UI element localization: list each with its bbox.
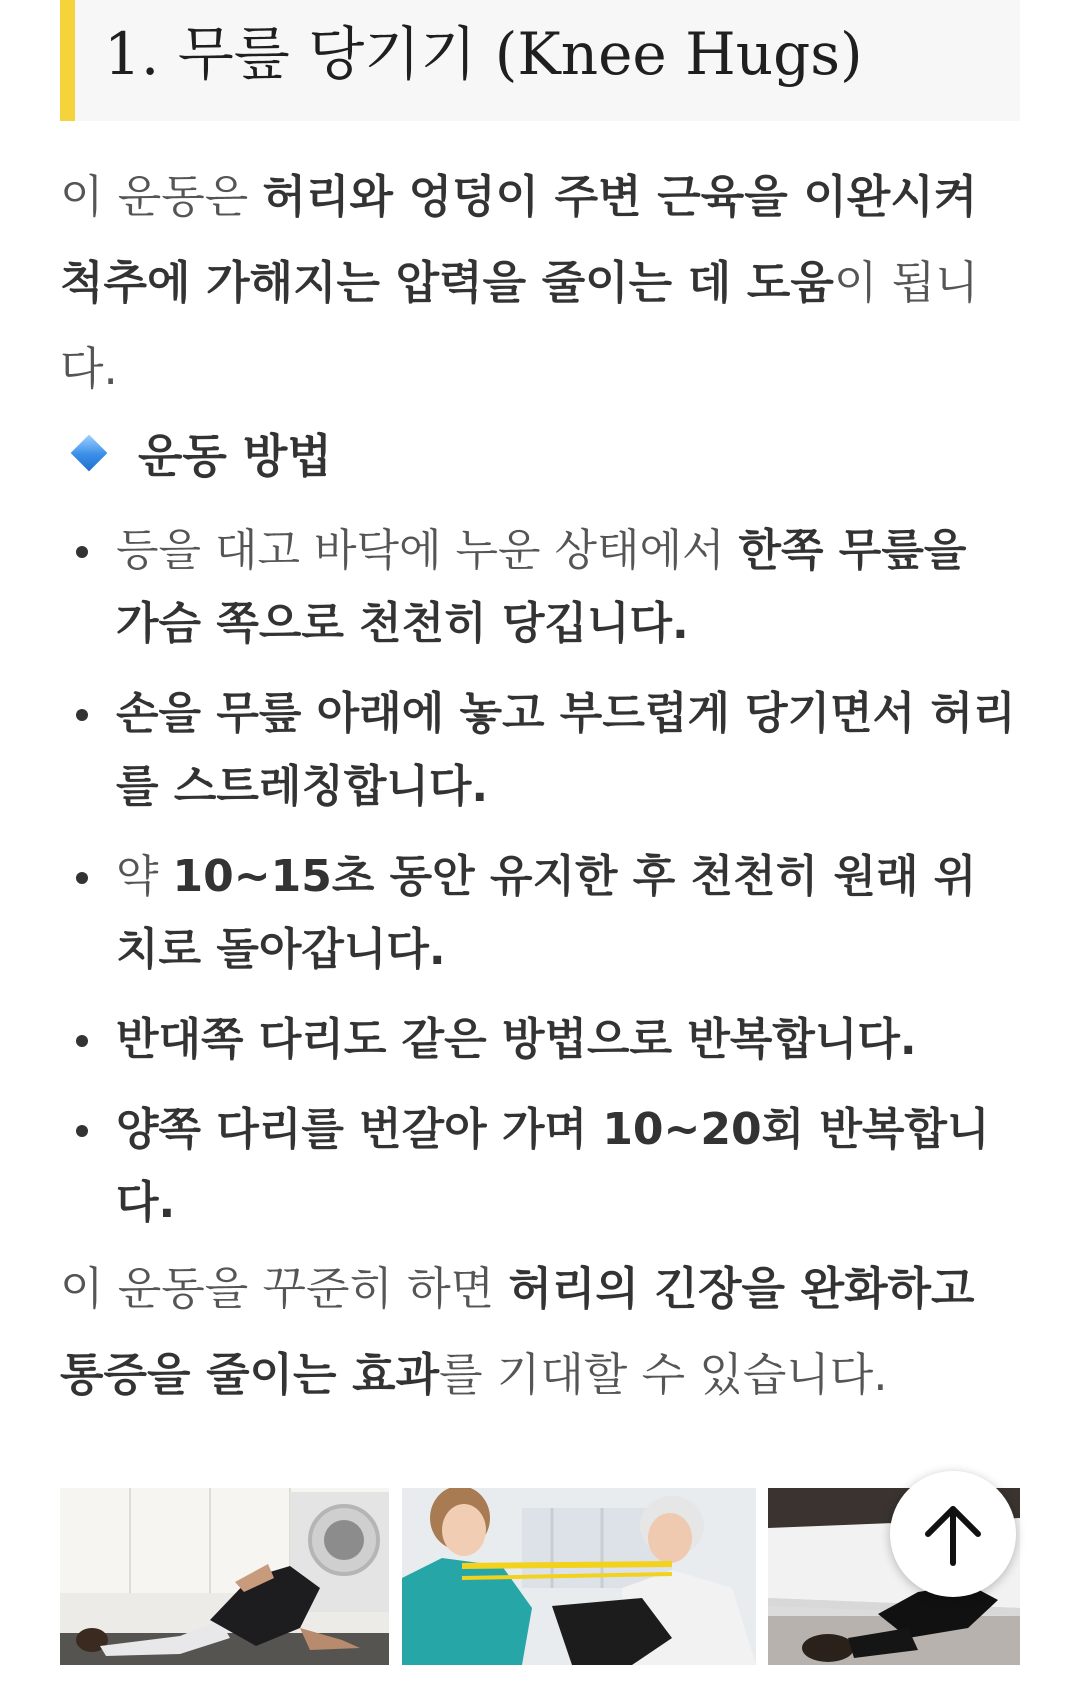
step-plain: 등을 대고 바닥에 누운 상태에서 [116,525,739,576]
list-item [68,677,1018,823]
outro-paragraph [60,1246,1000,1418]
step-bold: 10~15초 동안 유지한 후 천천히 원래 위치로 돌아갑니다. [116,851,977,975]
step-plain: 약 [116,851,173,902]
arrow-up-icon [918,1499,988,1569]
gallery-image-therapy[interactable] [402,1488,756,1665]
method-title: 운동 방법 [138,429,332,483]
outro-bold: 허리의 긴장을 완화하고 통증을 줄이는 효과 [60,1262,975,1401]
bullet-icon [76,546,88,558]
method-subheading [68,418,332,488]
scroll-to-top-button[interactable] [890,1471,1016,1597]
step-bold: 양쪽 다리를 번갈아 가며 10~20회 반복합니다. [116,1104,990,1228]
method-steps-list [68,514,1018,1256]
blue-diamond-icon [71,435,108,472]
step-bold: 한쪽 무릎을 가슴 쪽으로 천천히 당깁니다. [116,525,967,649]
bullet-icon [76,1125,88,1137]
heading-accent-bar [60,0,75,121]
list-item [68,514,1018,660]
intro-suffix: 이 됩니다. [60,256,979,395]
outro-prefix: 이 운동을 꾸준히 하면 [60,1262,509,1315]
heading-title: 1. 무릎 당기기 (Knee Hugs) [104,20,863,88]
intro-paragraph [60,154,1000,412]
outro-suffix: 를 기대할 수 있습니다. [439,1348,888,1401]
image-gallery [60,1488,1020,1665]
list-item [68,1003,1018,1076]
step-bold: 반대쪽 다리도 같은 방법으로 반복합니다. [116,1014,917,1065]
bullet-icon [76,872,88,884]
section-heading [60,0,1020,121]
bullet-icon [76,709,88,721]
intro-bold: 허리와 엉덩이 주변 근육을 이완시켜 척추에 가해지는 압력을 줄이는 데 도움 [60,170,978,309]
step-bold: 손을 무릎 아래에 놓고 부드럽게 당기면서 허리를 스트레칭합니다. [116,688,1016,812]
list-item [68,1093,1018,1239]
gallery-image-knee-hug[interactable] [60,1488,389,1665]
bullet-icon [76,1035,88,1047]
intro-prefix: 이 운동은 [60,170,263,223]
list-item [68,840,1018,986]
